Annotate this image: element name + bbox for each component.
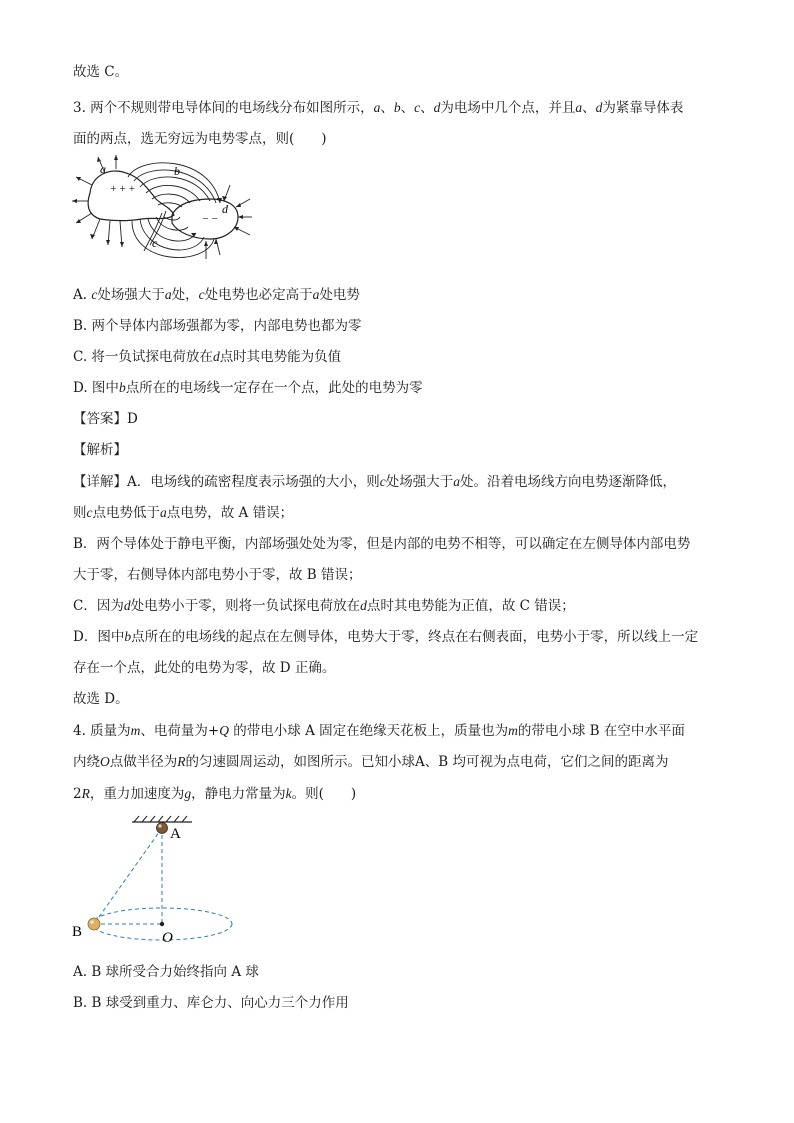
option-text: B. B 球受到重力、库仑力、向心力三个力作用 [73,995,349,1011]
label-b: b [174,164,180,178]
stem-text: 的匀速圆周运动，如图所示。已知小球A、B 均可视为点电荷，它们之间的距离为 [185,754,669,770]
var-c: c [198,287,205,302]
option-b [73,316,362,336]
ball-b [88,918,100,930]
var-a: a [312,287,320,302]
punct: 、 [420,100,434,116]
var-a: a [575,100,583,115]
detail-a-line-1 [73,472,676,492]
detail-text: D．图中 [73,629,125,645]
var-a: a [453,474,460,489]
option-text: 处电势也必定高于 [204,287,313,303]
option-text: 处电势 [319,287,360,303]
q4-option-b [73,993,349,1013]
var-m: m [508,723,518,738]
var-b: b [124,629,132,644]
option-d [73,378,423,398]
stem-text: 的带电小球 A 固定在绝缘天花板上，质量也为 [228,723,509,739]
stem-text: 面的两点，选无穷远为电势零点，则( ) [73,131,327,147]
detail-text: 处电势小于零，则将一负试探电荷放在 [130,598,361,614]
stem-text: 内绕 [73,754,100,770]
detail-text: 处。沿着电场线方向电势逐渐降低， [460,474,676,490]
option-text: B. 两个导体内部场强都为零，内部电势也都为零 [73,318,362,334]
detail-text: 【详解】A．电场线的疏密程度表示场强的大小，则 [73,474,380,490]
text-line [73,62,128,82]
punct: 、 [400,100,415,116]
label-d: d [222,202,228,216]
label-B: B [72,924,83,940]
var-d: d [595,100,603,115]
detail-c [73,596,575,616]
var-c: c [379,474,386,489]
ball-a [157,823,168,834]
question-4-line-3 [73,784,356,804]
punct: 、 [380,100,394,116]
var-a: a [160,505,167,520]
detail-text: 处场强大于 [385,474,454,490]
stem-text: 4. 质量为 [73,723,131,739]
var-b: b [393,100,401,115]
var-d: d [360,598,367,613]
var-a: a [373,100,381,115]
var-k: k [285,786,292,801]
stem-text: 的带电小球 B 在空中水平面 [517,723,685,739]
var-m: m [130,723,141,738]
conclusion-text: 故选 D。 [73,691,129,707]
stem-text: 为紧靠导体表 [602,100,684,116]
var-c: c [91,287,98,302]
punct: 、 [582,100,596,116]
detail-text: B．两个导体处于静电平衡，内部场强处处为零，但是内部的电势不相等，可以确定在左侧导体内部电势 [73,536,691,552]
stem-text: 点做半径为 [109,754,178,770]
ab-line [94,828,162,924]
detail-text: 则 [73,505,87,521]
label-O: O [162,930,173,946]
option-text: 点所在的电场线一定存在一个点，此处的电势为零 [125,380,423,396]
ball-a-highlight [158,824,161,827]
ceiling-hatch [134,816,187,822]
answer-text: 【答案】D [73,411,138,427]
electric-field-diagram [70,155,255,275]
option-text: 处场强大于 [97,287,165,303]
detail-b-line-1 [73,534,690,554]
option-text: 点时其电势能为负值 [219,349,342,365]
question-3-stem-line-2 [73,129,327,149]
minus-signs: − − [202,214,218,223]
stem-text: ，静电力常量为 [191,786,286,802]
question-4-line-2 [73,752,668,772]
plus-signs: + + + [110,184,136,193]
conclusion-line [73,689,129,709]
var-a: a [164,287,172,302]
option-c [73,347,341,367]
point-o [160,922,164,926]
detail-text: 点电势，故 A 错误； [166,505,294,521]
stem-text: 。则( ) [291,786,357,802]
detail-text: 点时其电势能为正值，故 C 错误； [366,598,575,614]
stem-text: 2 [73,786,82,802]
var-R: R [177,754,186,769]
conclusion-text: 故选 C。 [73,64,129,80]
question-3-stem-line-1 [73,98,683,118]
var-Q: Q [219,723,229,738]
option-text: 处， [171,287,199,303]
var-d: d [123,598,131,613]
var-R: R [81,786,90,801]
var-d: d [212,349,220,364]
option-text: A. B 球所受合力始终指向 A 球 [73,964,259,980]
option-text: C. 将一负试探电荷放在 [73,349,213,365]
var-O: O [100,754,110,769]
question-4-line-1 [73,721,685,741]
detail-text: 存在一个点，此处的电势为零，故 D 正确。 [73,660,336,676]
answer-line [73,409,138,429]
ball-b-highlight [90,920,94,924]
label-c: c [152,236,158,250]
var-b: b [118,380,126,395]
left-conductor [88,171,174,220]
circular-motion-diagram [72,812,252,952]
label-a: a [100,162,106,176]
detail-text: 点所在的电场线的起点在左侧导体，电势大于零，终点在右侧表面，电势小于零，所以线上一定 [131,629,699,645]
detail-d-line-1 [73,627,698,647]
stem-text: ，重力加速度为 [89,786,185,802]
detail-text: C．因为 [73,598,124,614]
option-label: A. [73,287,92,303]
var-c: c [86,505,93,520]
detail-a-line-2 [73,503,293,523]
stem-text: 、电荷量为+ [140,723,220,739]
q4-option-a [73,962,259,982]
option-a [73,285,360,305]
label-A: A [170,826,181,842]
detail-text: 点电势低于 [92,505,160,521]
analysis-heading [73,440,127,460]
detail-text: 大于零，右侧导体内部电势小于零，故 B 错误； [73,567,362,583]
detail-b-line-2 [73,565,362,585]
var-d: d [433,100,441,115]
stem-text: 为电场中几个点，并且 [440,100,576,116]
detail-d-line-2 [73,658,335,678]
var-c: c [414,100,421,115]
option-text: D. 图中 [73,380,119,396]
analysis-text: 【解析】 [73,442,127,458]
var-g: g [184,786,192,801]
stem-text: 3. 两个不规则带电导体间的电场线分布如图所示， [73,100,374,116]
